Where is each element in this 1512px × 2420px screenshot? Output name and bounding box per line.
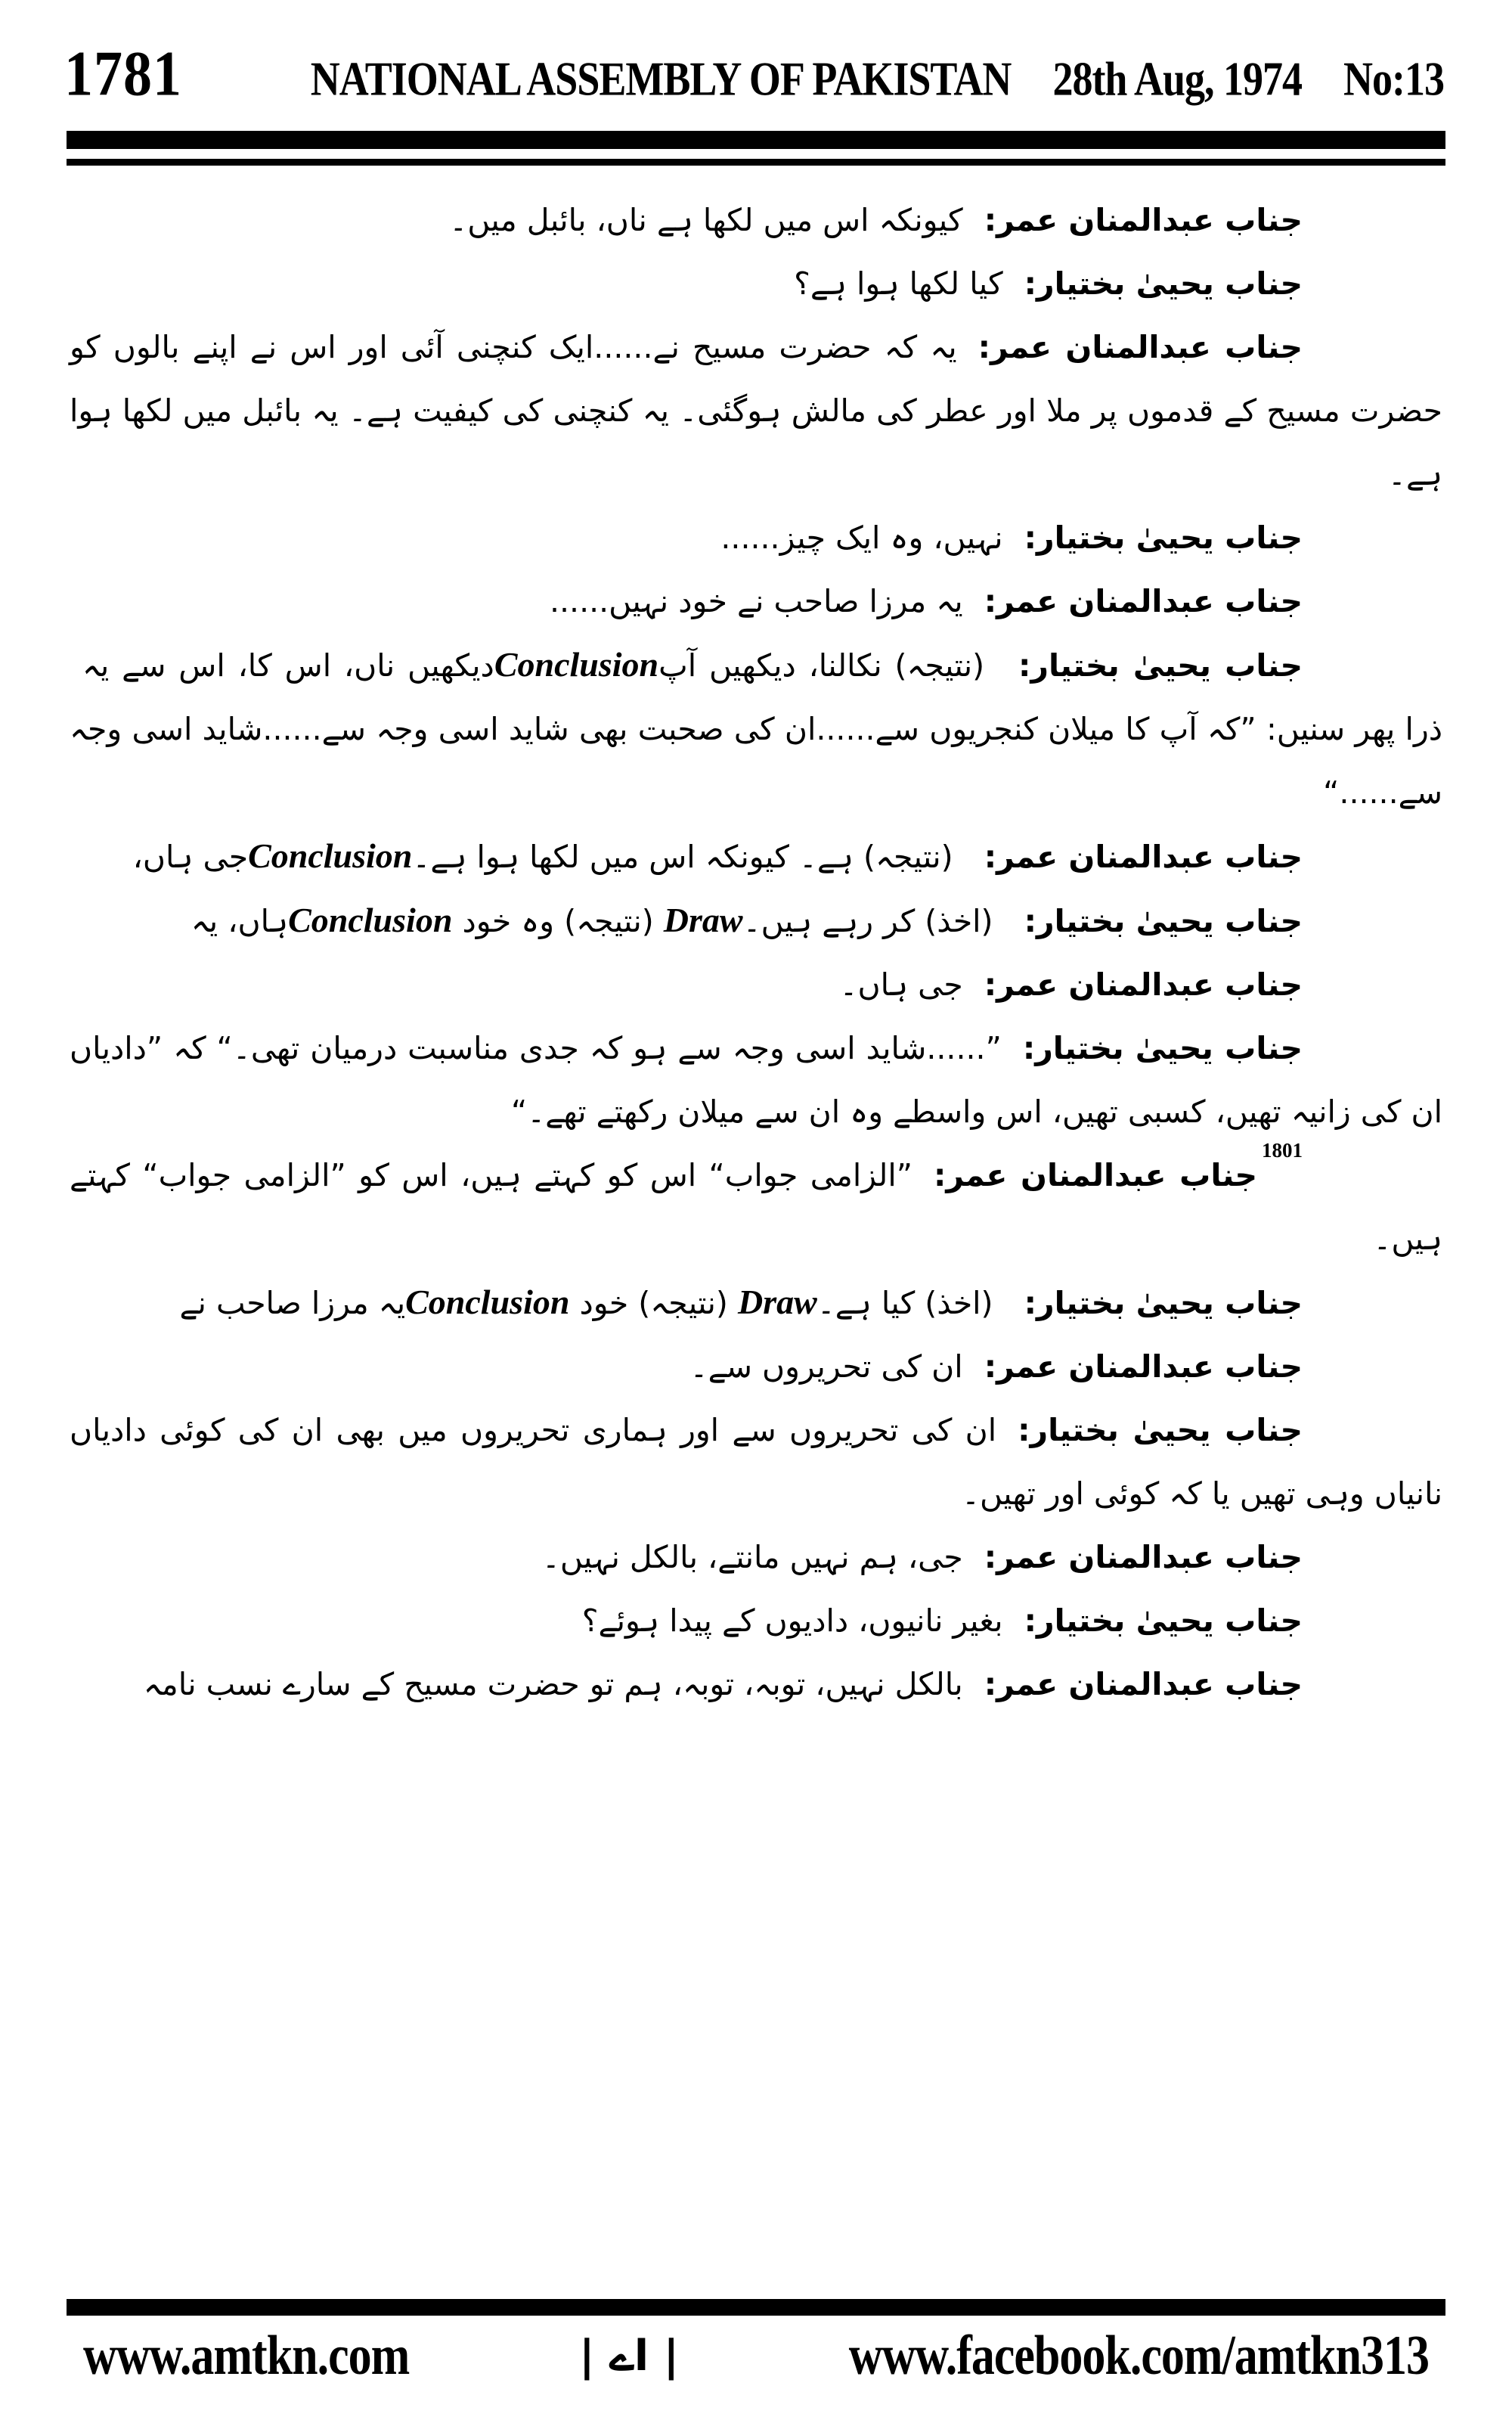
urdu-text: (نتیجہ) وہ خود bbox=[452, 903, 664, 939]
speaker-name: جناب عبدالمنان عمر: bbox=[933, 1157, 1257, 1193]
speaker-name: جناب یحییٰ بختیار: bbox=[1024, 265, 1303, 302]
footer-left-url: www.amtkn.com bbox=[83, 2325, 410, 2387]
utterance bbox=[582, 1602, 1003, 1639]
urdu-text: (اخذ) کر رہے ہیں۔ bbox=[742, 903, 1003, 939]
dialogue-paragraph bbox=[70, 506, 1442, 569]
dialogue-paragraph bbox=[70, 1525, 1442, 1589]
utterance bbox=[720, 520, 1002, 556]
speaker-name: جناب عبدالمنان عمر: bbox=[984, 1539, 1303, 1575]
urdu-text: ”الزامی جواب“ اس کو کہتے ہیں، اس کو ”الزامی جواب“ کہتے ہیں۔ bbox=[70, 1157, 1442, 1257]
utterance bbox=[449, 202, 962, 238]
speaker-name: جناب یحییٰ بختیار: bbox=[1024, 1285, 1303, 1321]
urdu-text: ہاں، یہ bbox=[181, 903, 289, 939]
urdu-text: (نتیجہ) خود bbox=[569, 1285, 738, 1321]
english-term: Draw bbox=[737, 1283, 817, 1321]
speaker-name: جناب عبدالمنان عمر: bbox=[984, 1348, 1303, 1385]
utterance bbox=[122, 836, 963, 875]
page-title: NATIONAL ASSEMBLY OF PAKISTAN bbox=[310, 52, 1012, 106]
urdu-text: نہیں، وہ ایک چیز...... bbox=[720, 520, 1003, 556]
urdu-text: (نتیجہ) ہے۔ کیونکہ اس میں لکھا ہوا ہے۔ bbox=[412, 839, 963, 875]
urdu-text: دیکھیں ناں، اس کا، اس سے یہ bbox=[70, 647, 494, 684]
english-term: Conclusion bbox=[405, 1283, 570, 1321]
dialogue-paragraph bbox=[70, 1270, 1442, 1335]
urdu-text: ”......شاید اسی وجہ سے ہو کہ جدی مناسبت درمیان تھی۔“ کہ ”دادیاں ان کی زانیہ تھیں، کسبی تھیں، اس واسطے وہ ان سے میلان رکھتے تھے۔“ bbox=[70, 1030, 1442, 1130]
urdu-text: یہ کہ حضرت مسیح نے......ایک کنچنی آئی اور اس نے اپنے بالوں کو حضرت مسیح کے قدموں پر ملا اور عطر کی مالش ہوگئی۔ یہ کنچنی کی کیفیت ہے۔ یہ بائبل میں لکھا ہوا ہے۔ bbox=[70, 329, 1442, 492]
dialogue-paragraph bbox=[70, 1335, 1442, 1398]
footer-page-marker: | اے | bbox=[579, 2332, 680, 2381]
utterance bbox=[794, 265, 1002, 302]
speaker-name: جناب عبدالمنان عمر: bbox=[984, 966, 1303, 1003]
dialogue bbox=[70, 188, 1442, 1716]
dialogue-paragraph bbox=[70, 953, 1442, 1016]
utterance bbox=[181, 903, 1003, 939]
urdu-text: ان کی تحریروں سے۔ bbox=[689, 1348, 963, 1385]
speaker-name: جناب یحییٰ بختیار: bbox=[1022, 1030, 1303, 1066]
urdu-text: جی ہاں، bbox=[122, 839, 249, 875]
english-term: Conclusion bbox=[248, 836, 413, 875]
footer-rule bbox=[67, 2299, 1445, 2316]
speaker-name: جناب عبدالمنان عمر: bbox=[984, 202, 1303, 238]
speaker-name: جناب عبدالمنان عمر: bbox=[978, 329, 1303, 365]
speaker-name: جناب عبدالمنان عمر: bbox=[984, 839, 1303, 875]
dialogue-paragraph bbox=[70, 824, 1442, 889]
utterance bbox=[144, 1666, 963, 1702]
dialogue-paragraph bbox=[70, 1398, 1442, 1525]
header-title-group bbox=[310, 52, 1444, 107]
dialogue-paragraph bbox=[70, 1139, 1442, 1270]
urdu-text: یہ مرزا صاحب نے bbox=[169, 1285, 406, 1321]
urdu-text: جی ہاں۔ bbox=[839, 966, 963, 1003]
session-date: 28th Aug, 1974 bbox=[1052, 52, 1303, 106]
urdu-text: یہ مرزا صاحب نے خود نہیں...... bbox=[549, 583, 963, 619]
page-footer bbox=[0, 2299, 1512, 2387]
dialogue-paragraph bbox=[70, 889, 1442, 953]
page-header bbox=[0, 0, 1512, 111]
urdu-text: کیا لکھا ہوا ہے؟ bbox=[794, 265, 1003, 302]
dialogue-paragraph bbox=[70, 633, 1442, 824]
dialogue-paragraph bbox=[70, 188, 1442, 252]
dialogue-paragraph bbox=[70, 252, 1442, 315]
english-term: Draw bbox=[663, 901, 743, 939]
speaker-name: جناب عبدالمنان عمر: bbox=[984, 1666, 1303, 1702]
urdu-text: ان کی تحریروں سے اور ہماری تحریروں میں بھی ان کی کوئی دادیاں نانیاں وہی تھیں یا کہ کوئی اور تھیں۔ bbox=[70, 1412, 1442, 1512]
dialogue-paragraph bbox=[70, 315, 1442, 506]
dialogue-paragraph bbox=[70, 569, 1442, 633]
dialogue-paragraph bbox=[70, 1589, 1442, 1652]
english-term: Conclusion bbox=[494, 645, 659, 684]
speaker-name: جناب عبدالمنان عمر: bbox=[984, 583, 1303, 619]
header-rule-thin bbox=[67, 159, 1445, 166]
dialogue-paragraph bbox=[70, 1016, 1442, 1143]
speaker-name: جناب یحییٰ بختیار: bbox=[1018, 1412, 1303, 1448]
footer-text-row bbox=[83, 2325, 1429, 2387]
speaker-name: جناب یحییٰ بختیار: bbox=[1024, 903, 1303, 939]
urdu-text: بالکل نہیں، توبہ، توبہ، ہم تو حضرت مسیح کے سارے نسب نامہ bbox=[143, 1666, 963, 1702]
issue-number: No:13 bbox=[1343, 52, 1444, 106]
header-rule-thick bbox=[67, 131, 1445, 149]
utterance bbox=[839, 966, 962, 1003]
speaker-name: جناب یحییٰ بختیار: bbox=[1018, 647, 1303, 684]
utterance bbox=[690, 1348, 963, 1385]
utterance bbox=[542, 1539, 963, 1575]
footer-right-url: www.facebook.com/amtkn313 bbox=[848, 2325, 1429, 2387]
urdu-text: کیونکہ اس میں لکھا ہے ناں، بائبل میں۔ bbox=[449, 202, 963, 238]
english-term: Conclusion bbox=[288, 901, 453, 939]
urdu-text: (اخذ) کیا ہے۔ bbox=[816, 1285, 1003, 1321]
speaker-name: جناب یحییٰ بختیار: bbox=[1024, 520, 1303, 556]
urdu-text: بغیر نانیوں، دادیوں کے پیدا ہوئے؟ bbox=[581, 1602, 1003, 1639]
footnote-marker: 1801 bbox=[1262, 1139, 1303, 1162]
speaker-name: جناب یحییٰ بختیار: bbox=[1024, 1602, 1303, 1639]
dialogue-paragraph bbox=[70, 1652, 1442, 1716]
urdu-text: (نتیجہ) نکالنا، دیکھیں آپ ذرا پھر سنیں: ”کہ آپ کا میلان کنجریوں سے......ان کی صحبت بھی شاید اسی وجہ سے......شاید اسی وجہ سے......“ bbox=[70, 647, 1442, 811]
urdu-text: جی، ہم نہیں مانتے، بالکل نہیں۔ bbox=[541, 1539, 963, 1575]
utterance bbox=[550, 583, 963, 619]
utterance bbox=[169, 1285, 1002, 1321]
page-number: 1781 bbox=[64, 38, 182, 110]
